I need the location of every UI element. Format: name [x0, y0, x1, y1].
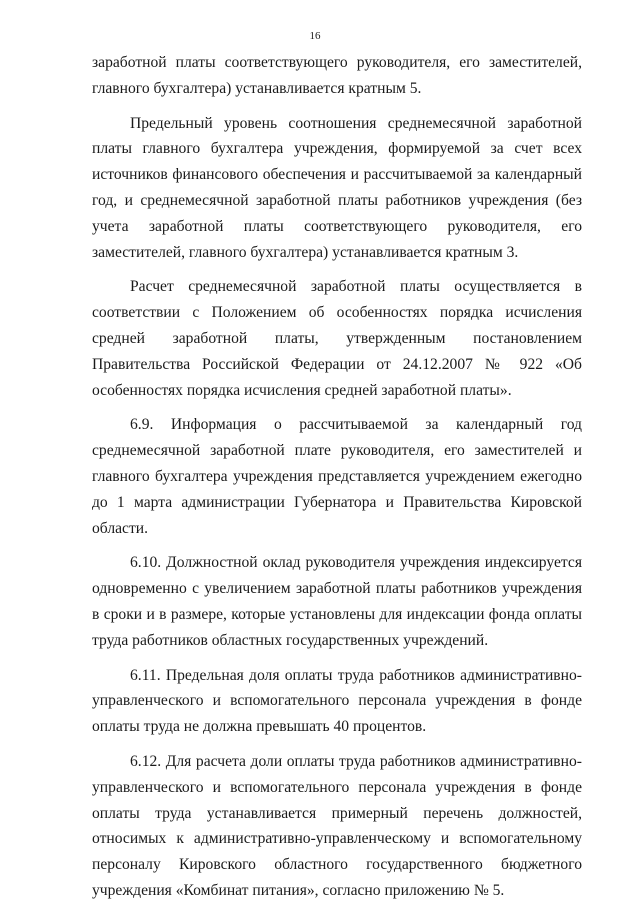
- paragraph-6-12: 6.12. Для расчета доли оплаты труда работников административно-управленческого и вспомогательного персонала учреждения в фонде оплаты труда устанавливается примерный перечень должностей, относимых к административно-управленческому и вспомогательному персоналу Кировского областного государственного бюджетного учреждения «Комбинат питания», согласно приложению № 5.: [92, 752, 582, 899]
- document-body: [92, 50, 582, 913]
- paragraph-chief-accountant-ratio: Предельный уровень соотношения среднемесячной заработной платы главного бухгалтера учреждения, формируемой за счет всех источников финансового обеспечения и рассчитываемой за календарный год, и среднемесячной заработной платы работников учреждения (без учета заработной платы соответствующего руководителя, его заместителей, главного бухгалтера) устанавливается кратным 3.: [92, 114, 582, 261]
- paragraph-6-10: 6.10. Должностной оклад руководителя учреждения индексируется одновременно с увеличением заработной платы работников учреждения в сроки и в размере, которые установлены для индексации фонда оплаты труда работников областных государственных учреждений.: [92, 554, 582, 649]
- paragraph-6-9: 6.9. Информация о рассчитываемой за календарный год среднемесячной заработной плате руководителя, его заместителей и главного бухгалтера учреждения представляется учреждением ежегодно до 1 марта администрации Губернатора и Правительства Кировской области.: [92, 416, 582, 537]
- page-number: 16: [309, 30, 321, 42]
- paragraph-6-11: 6.11. Предельная доля оплаты труда работников административно-управленческого и вспомогательного персонала учреждения в фонде оплаты труда не должна превышать 40 процентов.: [92, 666, 582, 736]
- paragraph-continuation: заработной платы соответствующего руководителя, его заместителей, главного бухгалтера) устанавливается кратным 5.: [92, 54, 582, 97]
- paragraph-average-salary-calculation: Расчет среднемесячной заработной платы осуществляется в соответствии с Положением об особенностях порядка исчисления средней заработной платы, утвержденным постановлением Правительства Российской Федерации от 24.12.2007 № 922 «Об особенностях порядка исчисления средней заработной платы».: [92, 278, 582, 399]
